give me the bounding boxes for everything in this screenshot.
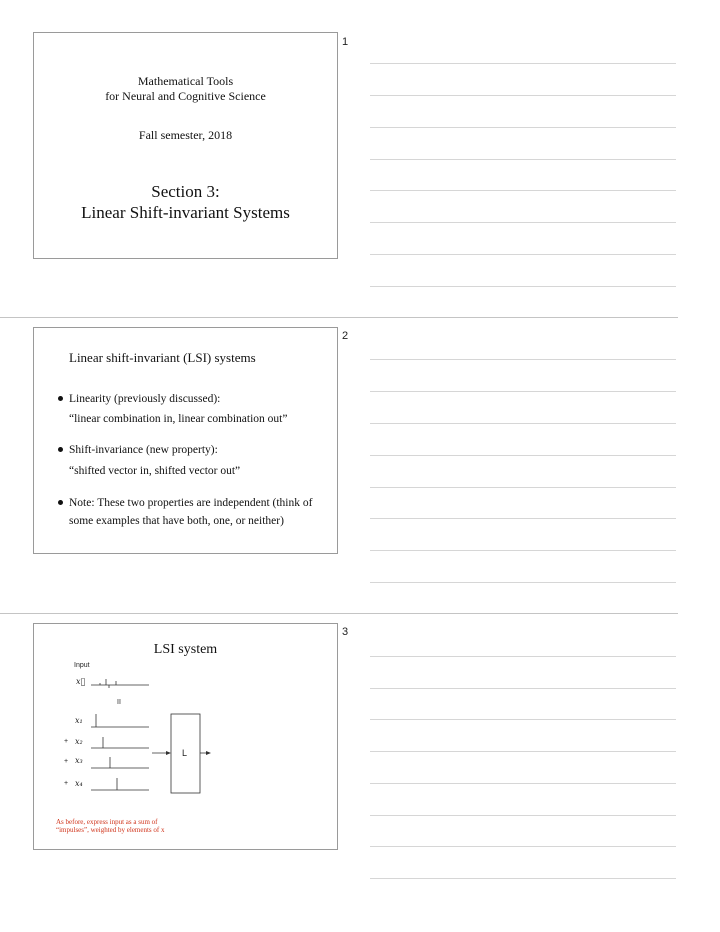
slide-title: LSI system [153, 642, 218, 657]
note-line [370, 582, 676, 583]
course-title-line-1: Mathematical Tools [137, 74, 234, 88]
system-label: L [182, 748, 188, 758]
bullet-text: Shift-invariance (new property): [69, 444, 218, 456]
note-line [370, 95, 676, 96]
input-arrowhead [166, 751, 171, 755]
bullet-text: Linearity (previously discussed): [69, 393, 221, 405]
bullet-dot [58, 396, 63, 401]
note-line [370, 391, 676, 392]
note-line [370, 550, 676, 551]
output-arrowhead [206, 751, 211, 755]
course-title-line-2: for Neural and Cognitive Science [105, 89, 266, 103]
component-label-3: x₃ [75, 756, 83, 765]
bullet-text: Note: These two properties are independent (think of some examples that have both, one, or neither) [69, 497, 313, 527]
section-number: Section 3: [151, 182, 220, 201]
bullet-dot [58, 447, 63, 452]
page-separator-2 [0, 613, 678, 614]
note-line [370, 286, 676, 287]
page-separator-1 [0, 317, 678, 318]
note-line [370, 846, 676, 847]
slide-2 [33, 327, 338, 554]
bullet-subtext: “shifted vector in, shifted vector out” [69, 465, 241, 477]
note-line [370, 222, 676, 223]
note-line [370, 487, 676, 488]
section-title: Linear Shift-invariant Systems [81, 203, 290, 222]
input-label: Input [74, 662, 90, 669]
note-line [370, 783, 676, 784]
note-line [370, 455, 676, 456]
note-line [370, 254, 676, 255]
note-line [370, 878, 676, 879]
plus-sign: + [64, 780, 69, 787]
plus-sign: + [64, 758, 69, 765]
note-line [370, 688, 676, 689]
bullet-subtext: “linear combination in, linear combination out” [69, 413, 288, 425]
equals-sign: II [117, 699, 121, 706]
slide-heading: Linear shift-invariant (LSI) systems [69, 350, 256, 365]
plus-sign: + [64, 738, 69, 745]
impulse-diagram [34, 624, 339, 851]
note-line [370, 127, 676, 128]
note-line [370, 656, 676, 657]
semester-text: Fall semester, 2018 [138, 128, 233, 142]
note-line [370, 190, 676, 191]
slide-1 [33, 32, 338, 259]
component-label-1: x₁ [75, 716, 83, 725]
note-line [370, 751, 676, 752]
note-line [370, 159, 676, 160]
slide-number-2: 2 [342, 330, 349, 342]
component-label-2: x₂ [75, 737, 83, 746]
bullet-dot [58, 500, 63, 505]
note-line [370, 719, 676, 720]
note-line [370, 63, 676, 64]
note-line [370, 518, 676, 519]
note-line [370, 423, 676, 424]
note-line [370, 359, 676, 360]
input-vector-label: x⃗ [76, 677, 86, 686]
slide-number-1: 1 [342, 36, 349, 48]
slide-caption: As before, express input as a sum of “impulses”, weighted by elements of x [56, 818, 165, 834]
note-line [370, 815, 676, 816]
component-label-4: x₄ [75, 779, 83, 788]
slide-number-3: 3 [342, 626, 349, 638]
slide-3 [33, 623, 338, 850]
